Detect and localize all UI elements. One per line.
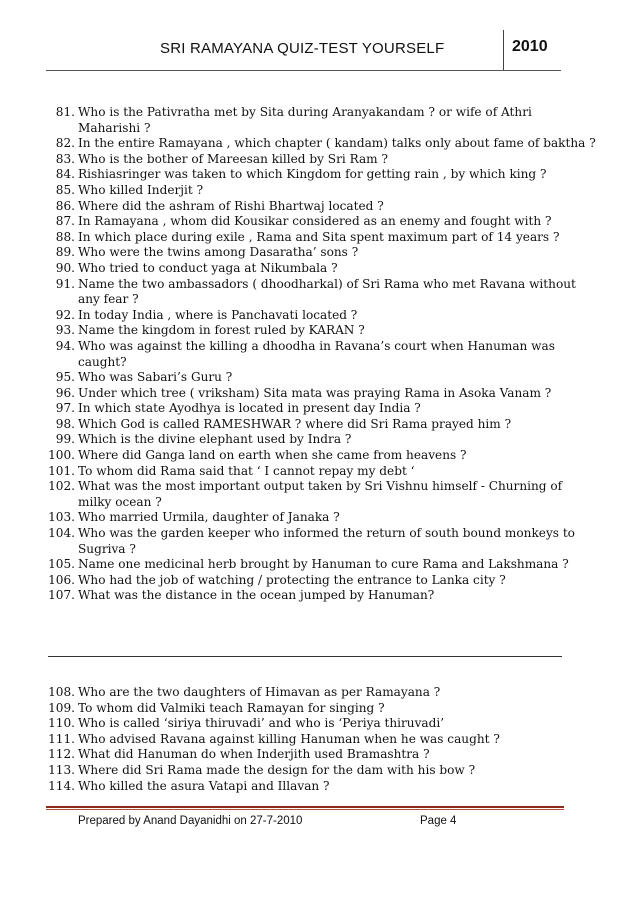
question-text: Sugriva ? xyxy=(78,541,136,556)
question-text: caught? xyxy=(78,354,127,369)
question-item xyxy=(0,339,638,370)
header-rule xyxy=(46,70,561,71)
question-item xyxy=(0,432,638,448)
question-number: 114. xyxy=(48,778,75,793)
question-number: 84. xyxy=(55,167,75,182)
question-text: Who was against the killing a dhoodha in Ravana’s court when Hanuman was xyxy=(78,338,555,353)
question-number: 90. xyxy=(55,260,75,275)
question-number: 92. xyxy=(55,307,75,322)
header-year: 2010 xyxy=(512,38,548,55)
question-text: any fear ? xyxy=(78,292,139,307)
question-number: 86. xyxy=(55,198,75,213)
question-text: In which state Ayodhya is located in present day India ? xyxy=(78,401,421,416)
question-number: 108. xyxy=(48,685,75,699)
question-number: 102. xyxy=(48,479,75,494)
question-text: Who advised Ravana against killing Hanuman when he was caught ? xyxy=(78,731,500,746)
question-item xyxy=(0,277,638,308)
question-item xyxy=(0,261,638,277)
question-item xyxy=(0,323,638,339)
question-item xyxy=(0,417,638,433)
question-number: 83. xyxy=(55,151,75,166)
question-text: milky ocean ? xyxy=(78,494,162,509)
question-list-b xyxy=(0,685,638,794)
question-number: 105. xyxy=(48,557,75,572)
question-text: Name the two ambassadors ( dhoodharkal) of Sri Rama who met Ravana without xyxy=(78,276,576,291)
question-list-a xyxy=(0,105,638,604)
question-item xyxy=(0,732,638,748)
question-number: 112. xyxy=(48,747,75,762)
question-item xyxy=(0,230,638,246)
question-item xyxy=(0,763,638,779)
question-text: In which place during exile , Rama and Sita spent maximum part of 14 years ? xyxy=(78,229,560,244)
footer-rule xyxy=(46,806,564,808)
question-number: 82. xyxy=(55,136,75,151)
question-text: Name one medicinal herb brought by Hanuman to cure Rama and Lakshmana ? xyxy=(78,557,569,572)
question-text: What was the most important output taken by Sri Vishnu himself - Churning of xyxy=(78,479,563,494)
question-number: 107. xyxy=(48,588,75,603)
question-text: Which God is called RAMESHWAR ? where did Sri Rama prayed him ? xyxy=(78,416,512,431)
question-item xyxy=(0,308,638,324)
section-divider xyxy=(48,656,562,657)
question-item xyxy=(0,526,638,557)
footer-page-number: Page 4 xyxy=(420,815,457,827)
question-item xyxy=(0,214,638,230)
question-item xyxy=(0,747,638,763)
question-number: 87. xyxy=(55,214,75,229)
question-text: Who had the job of watching / protecting the entrance to Lanka city ? xyxy=(78,572,506,587)
question-number: 111. xyxy=(48,731,75,746)
question-number: 81. xyxy=(55,105,75,119)
question-number: 98. xyxy=(55,416,75,431)
question-number: 99. xyxy=(55,432,75,447)
question-text: To whom did Rama said that ‘ I cannot repay my debt ‘ xyxy=(78,463,415,478)
question-item xyxy=(0,105,638,136)
question-text: Who married Urmila, daughter of Janaka ? xyxy=(78,510,340,525)
question-text: Who killed Inderjit ? xyxy=(78,182,204,197)
question-item xyxy=(0,448,638,464)
question-text: Under which tree ( vriksham) Sita mata was praying Rama in Asoka Vanam ? xyxy=(78,385,552,400)
question-text: Who killed the asura Vatapi and Illavan ? xyxy=(78,778,330,793)
question-text: What was the distance in the ocean jumped by Hanuman? xyxy=(78,588,435,603)
question-number: 88. xyxy=(55,229,75,244)
question-number: 89. xyxy=(55,245,75,260)
question-text: Who tried to conduct yaga at Nikumbala ? xyxy=(78,260,338,275)
question-item xyxy=(0,386,638,402)
header-divider xyxy=(503,30,504,70)
footer-author: Prepared by Anand Dayanidhi on 27-7-2010 xyxy=(78,815,303,827)
question-item xyxy=(0,716,638,732)
question-text: Who were the twins among Dasaratha’ sons ? xyxy=(78,245,359,260)
question-number: 106. xyxy=(48,572,75,587)
question-item xyxy=(0,573,638,589)
question-text: In Ramayana , whom did Kousikar considered as an enemy and fought with ? xyxy=(78,214,552,229)
question-number: 104. xyxy=(48,526,75,541)
question-number: 100. xyxy=(48,448,75,463)
question-number: 95. xyxy=(55,370,75,385)
question-number: 101. xyxy=(48,463,75,478)
question-item xyxy=(0,685,638,701)
question-number: 93. xyxy=(55,323,75,338)
question-number: 97. xyxy=(55,401,75,416)
question-number: 94. xyxy=(55,338,75,353)
question-item xyxy=(0,167,638,183)
question-item xyxy=(0,199,638,215)
question-number: 85. xyxy=(55,182,75,197)
question-text: Who is the Pativratha met by Sita during Aranyakandam ? or wife of Athri xyxy=(78,105,532,119)
question-item xyxy=(0,588,638,604)
question-item xyxy=(0,464,638,480)
question-text: Where did Sri Rama made the design for the dam with his bow ? xyxy=(78,762,476,777)
question-number: 110. xyxy=(48,716,75,731)
header-title: SRI RAMAYANA QUIZ-TEST YOURSELF xyxy=(160,40,445,57)
question-number: 109. xyxy=(48,700,75,715)
question-item xyxy=(0,152,638,168)
question-number: 113. xyxy=(48,762,75,777)
question-item xyxy=(0,557,638,573)
question-item xyxy=(0,136,638,152)
question-item xyxy=(0,245,638,261)
footer-rule-thin xyxy=(46,809,564,810)
question-item xyxy=(0,779,638,795)
question-item xyxy=(0,510,638,526)
question-text: Who is the bother of Mareesan killed by Sri Ram ? xyxy=(78,151,388,166)
question-text: In the entire Ramayana , which chapter ( kandam) talks only about fame of baktha ? xyxy=(78,136,596,151)
question-text: Name the kingdom in forest ruled by KARAN ? xyxy=(78,323,365,338)
question-text: Who is called ‘siriya thiruvadi’ and who is ‘Periya thiruvadi’ xyxy=(78,716,445,731)
question-item xyxy=(0,479,638,510)
question-text: In today India , where is Panchavati located ? xyxy=(78,307,358,322)
question-item xyxy=(0,370,638,386)
question-text: What did Hanuman do when Inderjith used Bramashtra ? xyxy=(78,747,430,762)
question-text: To whom did Valmiki teach Ramayan for singing ? xyxy=(78,700,385,715)
question-number: 103. xyxy=(48,510,75,525)
question-number: 96. xyxy=(55,385,75,400)
question-number: 91. xyxy=(55,276,75,291)
question-item xyxy=(0,701,638,717)
question-text: Who was the garden keeper who informed the return of south bound monkeys to xyxy=(78,526,575,541)
question-text: Which is the divine elephant used by Indra ? xyxy=(78,432,352,447)
question-text: Maharishi ? xyxy=(78,120,151,135)
question-text: Who was Sabari’s Guru ? xyxy=(78,370,233,385)
question-text: Who are the two daughters of Himavan as per Ramayana ? xyxy=(78,685,441,699)
question-text: Where did Ganga land on earth when she came from heavens ? xyxy=(78,448,467,463)
question-text: Rishiasringer was taken to which Kingdom for getting rain , by which king ? xyxy=(78,167,547,182)
question-item xyxy=(0,401,638,417)
question-item xyxy=(0,183,638,199)
question-text: Where did the ashram of Rishi Bhartwaj located ? xyxy=(78,198,384,213)
